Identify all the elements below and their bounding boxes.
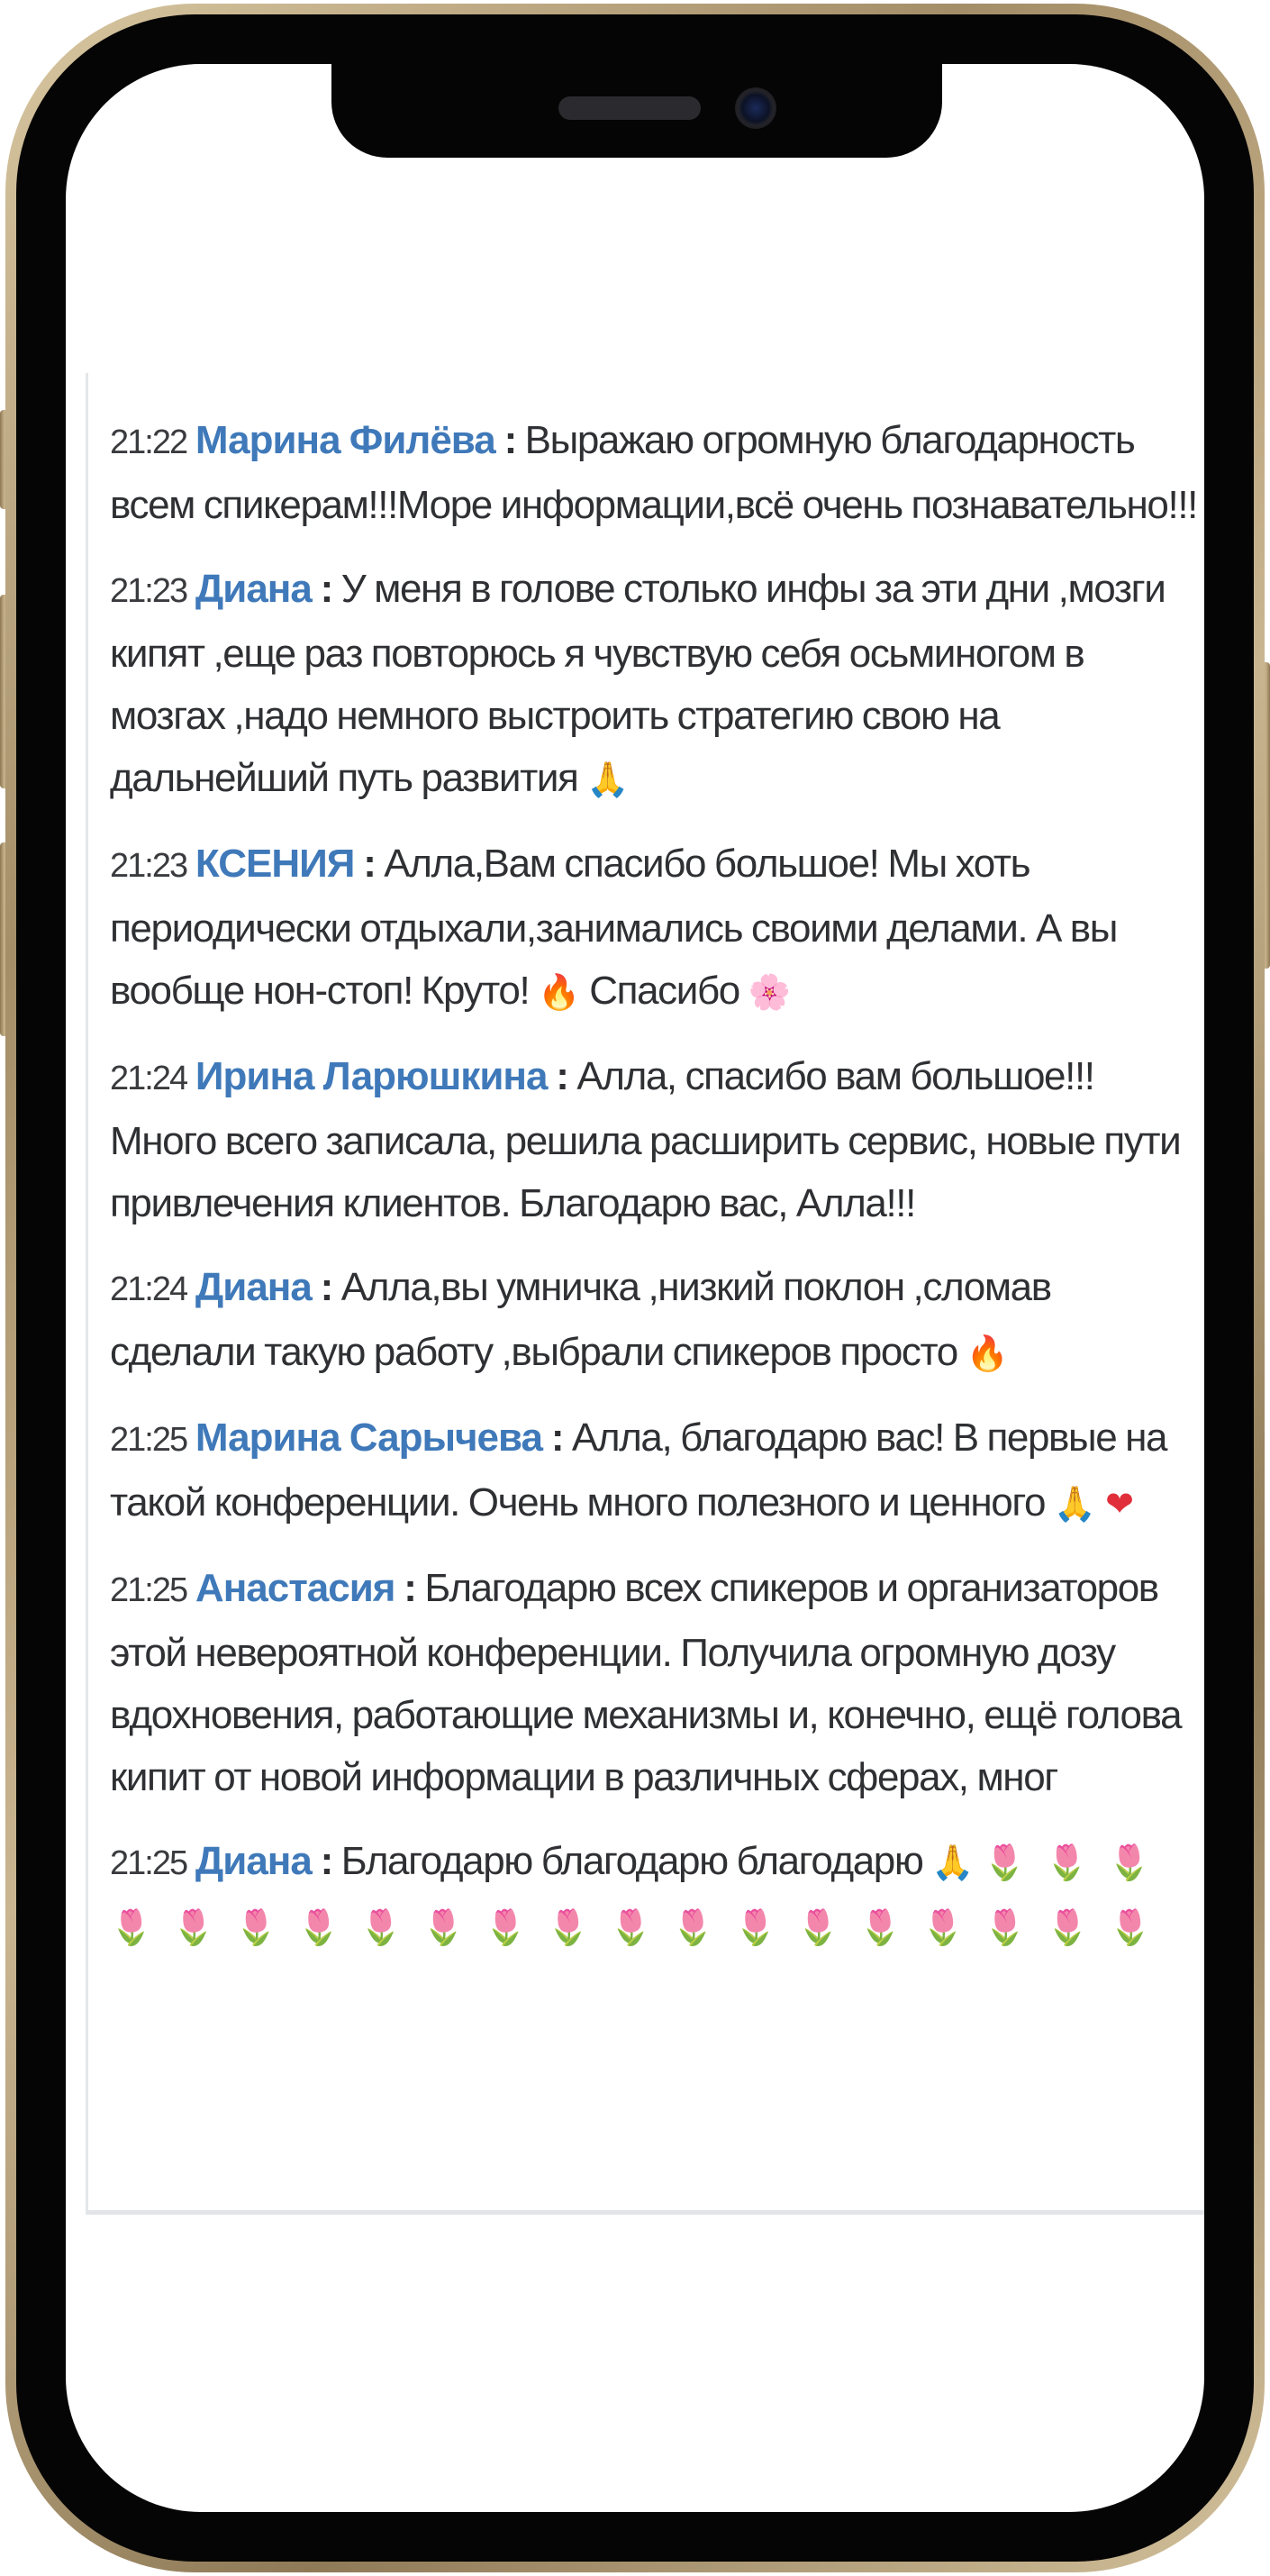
message-author[interactable]: Ирина Ларюшкина [195,1054,548,1098]
pray-emoji-icon: 🙏 [586,760,630,799]
pray-emoji-icon: 🙏 [1053,1484,1097,1524]
message-separator: : [320,1265,332,1309]
message-text: Алла,вы умничка ,низкий поклон ,сломав сделали такую работу ,выбрали спикеров просто [110,1265,1051,1374]
message-separator: : [363,842,376,886]
front-camera-icon [735,87,776,129]
chat-message [110,1256,1200,1385]
message-text: Алла, спасибо вам большое!!! Много всего записала, решила расширить сервис, новые пути привлечения клиентов. Благодарю вас, Алла!!! [110,1054,1181,1225]
chat-message [110,1045,1200,1234]
chat-message [110,833,1200,1024]
tulip-emoji-icon: 🌷🌷🌷🌷🌷🌷🌷🌷🌷🌷🌷🌷🌷🌷🌷🌷🌷🌷🌷🌷 [110,1843,1172,1947]
message-author[interactable]: Диана [195,1839,312,1883]
chat-log [86,373,1204,2215]
notch [331,64,942,158]
message-time: 21:23 [110,847,187,885]
phone-bezel [16,14,1254,2562]
message-time: 21:24 [110,1270,187,1308]
message-text: Благодарю благодарю благодарю [340,1839,923,1883]
message-text: Благодарю всех спикеров и организаторов этой невероятной конференции. Получила огромную дозу вдохновения, работающие механизмы и, конечно, ещё голова кипит от новой информации в различных сферах, мног [110,1566,1182,1799]
phone-frame [5,4,1265,2572]
message-time: 21:25 [110,1571,187,1609]
pray-emoji-icon: 🙏 [931,1843,975,1882]
chat-message [110,1830,1200,1959]
message-text: Алла, благодарю вас! В первые на такой конференции. Очень много полезного и ценного [110,1415,1167,1525]
message-separator: : [556,1054,568,1098]
fire-emoji-icon: 🔥 [538,972,581,1012]
message-separator: : [404,1566,416,1610]
message-time: 21:22 [110,423,187,461]
fire-emoji-icon: 🔥 [966,1334,1009,1373]
message-author[interactable]: Диана [195,1265,312,1309]
message-text: Алла,Вам спасибо большое! Мы хоть периодически отдыхали,занимались своими делами. А вы вообще нон-стоп! Круто! [110,842,1117,1013]
chat-message [110,1557,1200,1808]
heart-emoji-icon: ❤ [1105,1484,1134,1524]
speaker-icon [558,96,701,120]
phone-screen [66,64,1204,2512]
message-separator: : [320,1839,332,1883]
message-separator: : [503,418,516,462]
chat-message [110,1406,1200,1535]
message-text-after: Спасибо [589,969,739,1013]
chat-message [110,409,1200,536]
message-author[interactable]: Анастасия [195,1566,395,1610]
message-time: 21:24 [110,1060,187,1097]
message-time: 21:23 [110,572,187,610]
message-separator: : [550,1415,564,1460]
message-text: У меня в голове столько инфы за эти дни ,мозги кипят ,еще раз повторюсь я чувствую себя осьминогом в мозгах ,надо немного выстроить стратегию свою на дальнейший путь развития [110,567,1166,800]
flower-emoji-icon: 🌸 [748,972,791,1012]
message-author[interactable]: Марина Сарычева [195,1415,542,1460]
message-author[interactable]: Диана [195,567,312,611]
message-time: 21:25 [110,1421,187,1459]
message-text: Выражаю огромную благодарность всем спикерам!!!Море информации,всё очень познавательно!!! [110,418,1197,527]
message-author[interactable]: Марина Филёва [195,418,495,462]
message-separator: : [320,567,332,611]
message-time: 21:25 [110,1844,187,1882]
message-author[interactable]: КСЕНИЯ [195,842,355,886]
chat-message [110,558,1200,811]
